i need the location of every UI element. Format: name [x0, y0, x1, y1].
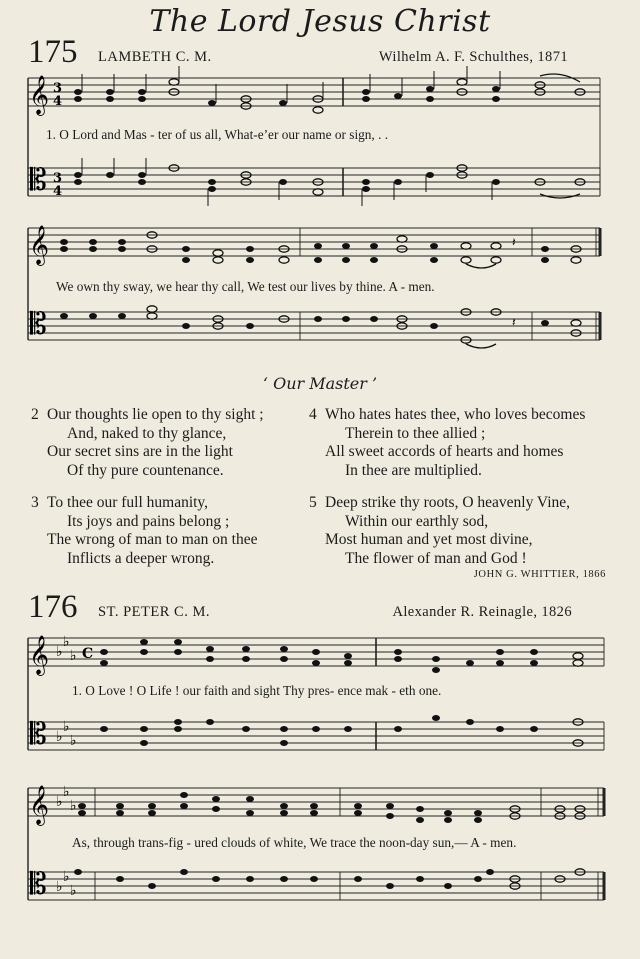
lyrics-line: 1. O Lord and Mas - ter of us all, What-e’er our name or sign, . .: [46, 127, 389, 142]
svg-text:♭: ♭: [63, 869, 70, 885]
svg-text:𝄞: 𝄞: [29, 785, 50, 825]
svg-text:𝄡: 𝄡: [30, 307, 47, 342]
svg-text:♭: ♭: [63, 784, 70, 800]
svg-text:♭: ♭: [70, 733, 77, 749]
page-title: The Lord Jesus Christ: [149, 4, 491, 39]
verse-5: 5 Deep strike thy roots, O heavenly Vine, Within our earthly sod, Most human and yet most divine, The flower of man and God !: [309, 494, 571, 567]
svg-text:♭: ♭: [56, 644, 63, 660]
svg-text:𝄽: 𝄽: [512, 315, 516, 329]
verse-3: 3 To thee our full humanity, Its joys and pains belong ; The wrong of man to man on thee Inflicts a deeper wrong.: [31, 494, 258, 567]
hymn-number: 175: [28, 34, 78, 70]
composer-credit: Alexander R. Reinagle, 1826: [392, 604, 572, 620]
lyrics-line: 1. O Love ! O Life ! our faith and sight Thy pres- ence mak - eth one.: [72, 683, 442, 698]
verse-4: 4 Who hates hates thee, who loves becomes Therein to thee allied ; All sweet accords of hearts and homes In thee are multiplied.: [309, 406, 586, 479]
lyrics-line: As, through trans-fig - ured clouds of white, We trace the noon-day sun,— A - men.: [72, 835, 517, 850]
svg-text:♭: ♭: [56, 879, 63, 895]
svg-text:♭: ♭: [56, 794, 63, 810]
svg-text:𝄡: 𝄡: [30, 163, 47, 198]
svg-text:♭: ♭: [63, 719, 70, 735]
svg-text:♭: ♭: [63, 634, 70, 650]
svg-text:𝄞: 𝄞: [29, 225, 50, 265]
svg-text:4: 4: [53, 184, 63, 199]
svg-text:3: 3: [53, 81, 63, 96]
poem-attribution: JOHN G. WHITTIER, 1866: [473, 569, 606, 580]
svg-text:C: C: [82, 646, 94, 662]
svg-text:𝄡: 𝄡: [30, 717, 47, 752]
poem-subtitle: ‘ Our Master ’: [262, 374, 378, 393]
tune-name: ST. PETER C. M.: [98, 604, 210, 620]
svg-text:♭: ♭: [56, 729, 63, 745]
composer-credit: Wilhelm A. F. Schulthes, 1871: [378, 49, 568, 65]
verse-2: 2 Our thoughts lie open to thy sight ; And, naked to thy glance, Our secret sins are in the light Of thy pure countenance.: [31, 406, 264, 479]
svg-text:𝄞: 𝄞: [29, 635, 50, 675]
svg-text:♭: ♭: [70, 798, 77, 814]
tune-name: LAMBETH C. M.: [98, 49, 212, 65]
svg-text:♭: ♭: [70, 648, 77, 664]
svg-text:𝄡: 𝄡: [30, 867, 47, 902]
hymn-number: 176: [28, 589, 78, 625]
svg-text:3: 3: [53, 171, 63, 186]
svg-text:𝄞: 𝄞: [29, 75, 50, 115]
svg-text:𝄽: 𝄽: [512, 235, 516, 249]
svg-text:4: 4: [53, 94, 63, 109]
svg-text:♭: ♭: [70, 883, 77, 899]
lyrics-line: We own thy sway, we hear thy call, We test our lives by thine. A - men.: [56, 279, 435, 294]
